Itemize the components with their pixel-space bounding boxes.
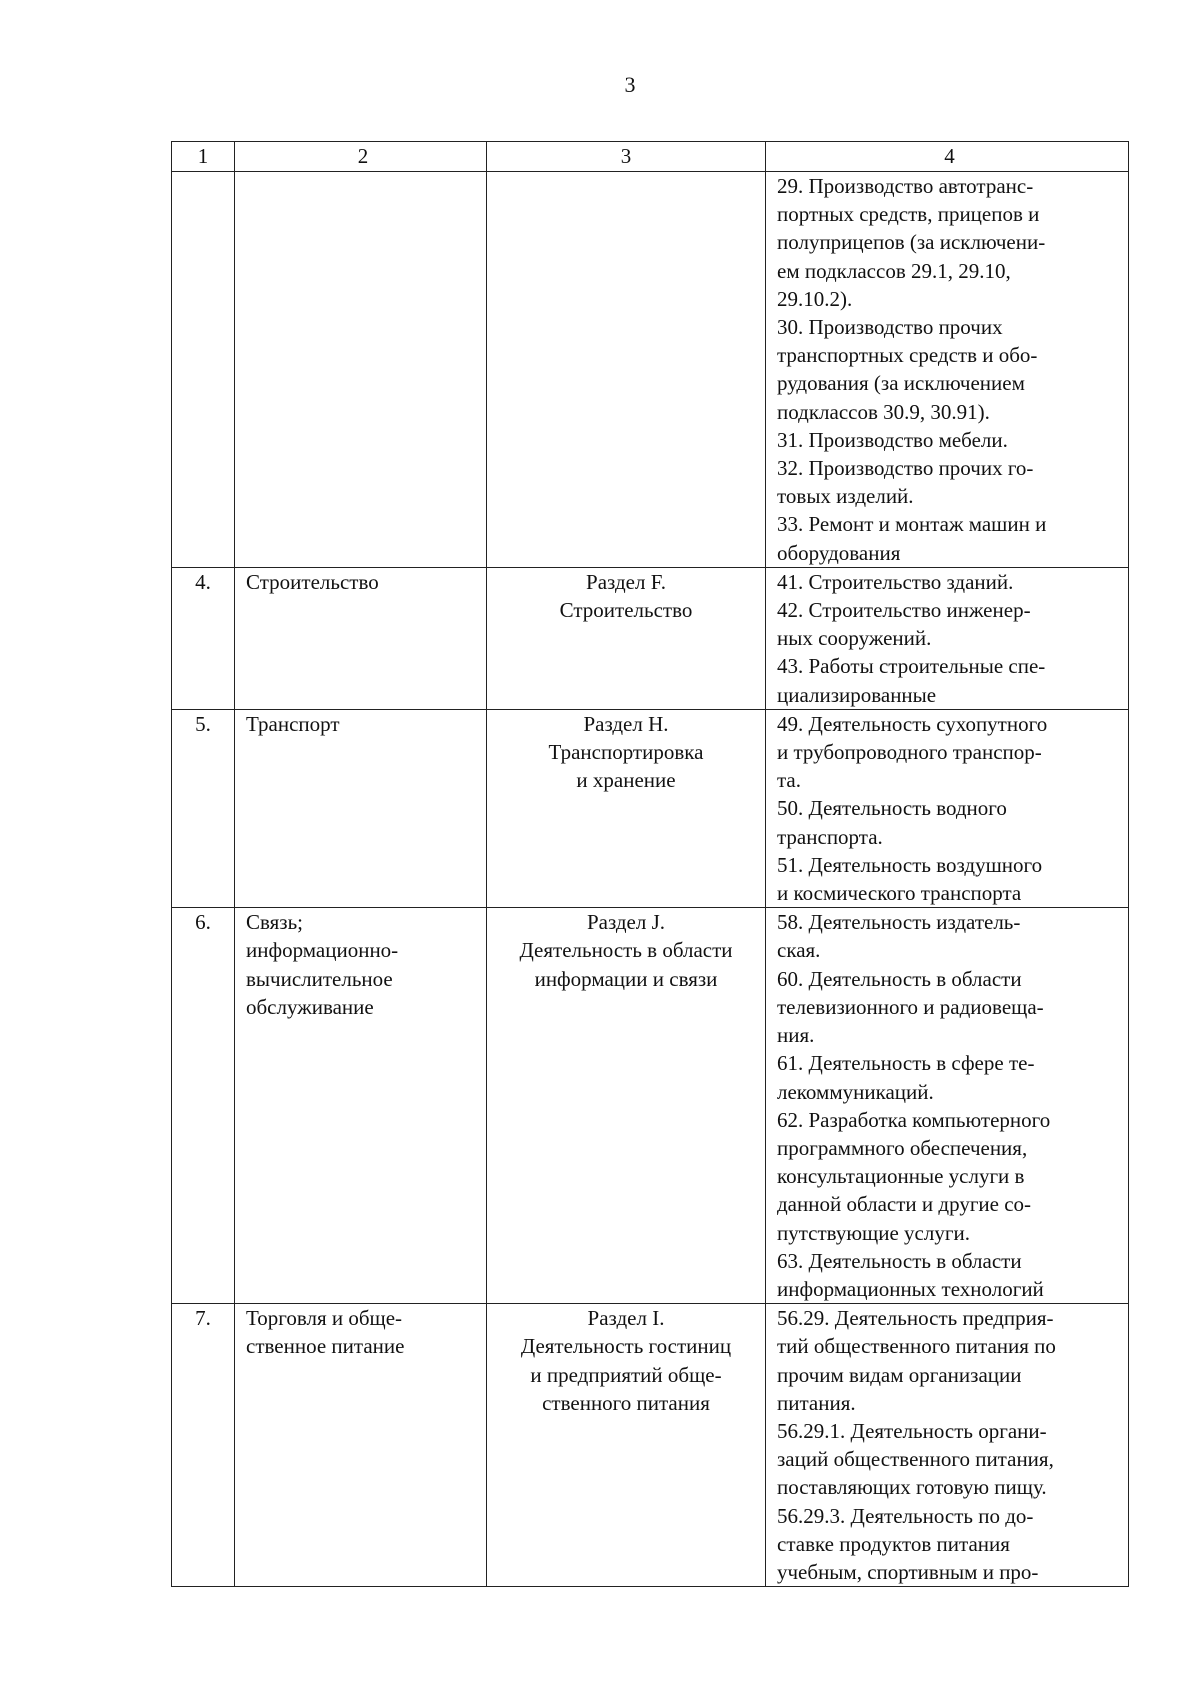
okved-section-line: Раздел J. <box>586 910 666 935</box>
okved-codes-line: программного обеспечения, <box>777 1135 1028 1160</box>
okved-codes-line: товых изделий. <box>777 484 914 509</box>
okved-codes-line: ставке продуктов питания <box>777 1531 1010 1556</box>
okved-codes-line: 41. Строительство зданий. <box>777 569 1014 594</box>
table-row <box>172 172 1129 568</box>
okved-section-line: ственного питания <box>542 1390 710 1415</box>
okved-codes-line: учебным, спортивным и про- <box>777 1559 1039 1584</box>
okved-codes-line: 61. Деятельность в сфере те- <box>777 1051 1035 1076</box>
okved-codes-line: 58. Деятельность издатель- <box>777 910 1021 935</box>
okved-codes-line: 49. Деятельность сухопутного <box>777 711 1048 736</box>
okved-codes-line: 56.29.3. Деятельность по до- <box>777 1503 1034 1528</box>
sector-name-line: Строительство <box>246 569 379 594</box>
table-row <box>172 709 1129 907</box>
okved-codes-line: 63. Деятельность в области <box>777 1248 1022 1273</box>
okved-section-line: информации и связи <box>534 966 718 991</box>
sector-name-cell <box>235 172 487 568</box>
okved-codes-line: 56.29. Деятельность предприя- <box>777 1306 1054 1331</box>
okved-section-cell <box>487 1304 766 1587</box>
okved-section-cell <box>487 709 766 907</box>
okved-codes-line: 50. Деятельность водного <box>777 796 1007 821</box>
header-col-3: 3 <box>487 142 766 172</box>
table-row <box>172 1304 1129 1587</box>
row-number: 6. <box>172 908 235 1304</box>
okved-codes-line: 42. Строительство инженер- <box>777 598 1031 623</box>
okved-codes-line: ния. <box>777 1023 815 1048</box>
okved-codes-line: транспорта. <box>777 824 883 849</box>
okved-codes-line: 43. Работы строительные спе- <box>777 654 1046 679</box>
okved-codes-line: заций общественного питания, <box>777 1447 1054 1472</box>
sector-name-cell <box>235 567 487 709</box>
okved-codes-line: 29.10.2). <box>777 286 853 311</box>
okved-codes-line: поставляющих готовую пищу. <box>777 1475 1047 1500</box>
okved-codes-line: 30. Производство прочих <box>777 315 1003 340</box>
sector-name-line: информационно- <box>246 938 399 963</box>
okved-codes-line: ская. <box>777 938 821 963</box>
okved-codes-line: питания. <box>777 1390 856 1415</box>
okved-section-line: и хранение <box>576 768 676 793</box>
okved-codes-line: 51. Деятельность воздушного <box>777 852 1043 877</box>
header-col-2: 2 <box>235 142 487 172</box>
okved-codes-line: и космического транспорта <box>777 881 1022 906</box>
sector-name-line: ственное питание <box>246 1334 405 1359</box>
okved-codes-line: 60. Деятельность в области <box>777 966 1022 991</box>
okved-section-line: Раздел F. <box>586 569 666 594</box>
okved-section-cell <box>487 567 766 709</box>
okved-section-cell <box>487 172 766 568</box>
table-row <box>172 567 1129 709</box>
row-number: 7. <box>172 1304 235 1587</box>
okved-codes-line: подклассов 30.9, 30.91). <box>777 399 990 424</box>
okved-section-line: Раздел I. <box>587 1306 665 1331</box>
okved-codes-line: 32. Производство прочих го- <box>777 456 1034 481</box>
sector-name-cell <box>235 709 487 907</box>
okved-codes-line: лекоммуникаций. <box>777 1079 934 1104</box>
okved-codes-line: 33. Ремонт и монтаж машин и <box>777 512 1047 537</box>
sector-name-cell <box>235 908 487 1304</box>
header-col-1: 1 <box>172 142 235 172</box>
sector-name-line: Связь; <box>246 910 304 935</box>
sector-name-line: вычислительное <box>246 966 393 991</box>
okved-codes-line: прочим видам организации <box>777 1362 1022 1387</box>
okved-codes-line: рудования (за исключением <box>777 371 1025 396</box>
okved-section-line: Деятельность гостиниц <box>520 1334 732 1359</box>
okved-codes-line: полуприцепов (за исключени- <box>777 230 1046 255</box>
okved-section-line: и предприятий обще- <box>530 1362 722 1387</box>
header-col-4: 4 <box>766 142 1129 172</box>
okved-codes-line: ем подклассов 29.1, 29.10, <box>777 258 1011 283</box>
okved-codes-line: путствующие услуги. <box>777 1220 970 1245</box>
activity-table <box>171 141 1129 1587</box>
sector-name-line: обслуживание <box>246 994 374 1019</box>
okved-codes-cell <box>766 567 1129 709</box>
okved-codes-line: 62. Разработка компьютерного <box>777 1107 1051 1132</box>
table-body <box>172 172 1129 1587</box>
okved-codes-line: та. <box>777 768 802 793</box>
okved-codes-line: 31. Производство мебели. <box>777 427 1008 452</box>
sector-name-cell <box>235 1304 487 1587</box>
okved-codes-cell <box>766 172 1129 568</box>
okved-section-line: Деятельность в области <box>519 938 733 963</box>
okved-codes-line: циализированные <box>777 682 937 707</box>
okved-codes-line: информационных технологий <box>777 1276 1044 1301</box>
sector-name-line: Транспорт <box>246 711 340 736</box>
okved-section-line: Раздел H. <box>583 711 669 736</box>
okved-section-line: Строительство <box>559 598 693 623</box>
okved-codes-line: оборудования <box>777 540 901 565</box>
okved-codes-line: портных средств, прицепов и <box>777 202 1040 227</box>
okved-section-line: Транспортировка <box>548 740 704 765</box>
okved-codes-line: данной области и другие со- <box>777 1192 1032 1217</box>
sector-name-line: Торговля и обще- <box>246 1306 403 1331</box>
header-row <box>172 142 1129 172</box>
okved-section-cell <box>487 908 766 1304</box>
okved-codes-line: 56.29.1. Деятельность органи- <box>777 1418 1047 1443</box>
okved-codes-cell <box>766 908 1129 1304</box>
okved-codes-cell <box>766 709 1129 907</box>
row-number <box>172 172 235 568</box>
okved-codes-line: ных сооружений. <box>777 626 932 651</box>
page-number: 3 <box>624 72 636 97</box>
okved-codes-cell <box>766 1304 1129 1587</box>
row-number: 5. <box>172 709 235 907</box>
table-row <box>172 908 1129 1304</box>
okved-codes-line: и трубопроводного транспор- <box>777 740 1042 765</box>
okved-codes-line: тий общественного питания по <box>777 1334 1056 1359</box>
okved-codes-line: 29. Производство автотранс- <box>777 174 1034 198</box>
okved-codes-line: телевизионного и радиовеща- <box>777 994 1044 1019</box>
row-number: 4. <box>172 567 235 709</box>
okved-codes-line: транспортных средств и обо- <box>777 343 1038 368</box>
okved-codes-line: консультационные услуги в <box>777 1164 1025 1189</box>
